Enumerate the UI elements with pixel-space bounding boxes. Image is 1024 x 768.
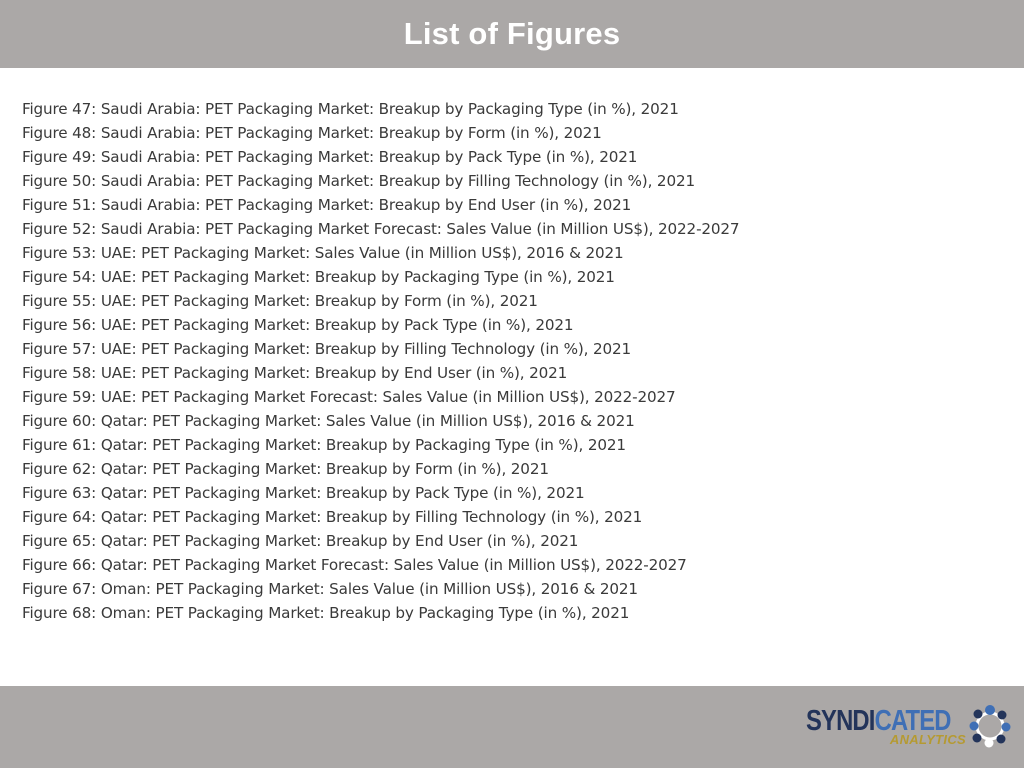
list-item: Figure 67: Oman: PET Packaging Market: Sales Value (in Million US$), 2016 & 2021 xyxy=(22,580,638,598)
list-item: Figure 51: Saudi Arabia: PET Packaging Market: Breakup by End User (in %), 2021 xyxy=(22,196,632,214)
header-bar xyxy=(0,0,1024,68)
logo-word-sub: ANALYTICS xyxy=(889,732,966,747)
list-item: Figure 55: UAE: PET Packaging Market: Breakup by Form (in %), 2021 xyxy=(22,292,538,310)
company-logo xyxy=(806,702,1012,750)
syndicated-analytics-logo-icon xyxy=(968,704,1012,748)
list-item: Figure 48: Saudi Arabia: PET Packaging Market: Breakup by Form (in %), 2021 xyxy=(22,124,602,142)
list-item: Figure 62: Qatar: PET Packaging Market: Breakup by Form (in %), 2021 xyxy=(22,460,549,478)
list-item: Figure 52: Saudi Arabia: PET Packaging Market Forecast: Sales Value (in Million US$), 2022-2027 xyxy=(22,220,740,238)
list-item: Figure 53: UAE: PET Packaging Market: Sales Value (in Million US$), 2016 & 2021 xyxy=(22,244,624,262)
list-item: Figure 66: Qatar: PET Packaging Market Forecast: Sales Value (in Million US$), 2022-2027 xyxy=(22,556,687,574)
logo-word-light: CATED xyxy=(874,705,951,737)
list-item: Figure 47: Saudi Arabia: PET Packaging Market: Breakup by Packaging Type (in %), 2021 xyxy=(22,100,679,118)
logo-word-dark: SYNDI xyxy=(806,705,875,737)
list-item: Figure 54: UAE: PET Packaging Market: Breakup by Packaging Type (in %), 2021 xyxy=(22,268,615,286)
figure-list xyxy=(22,97,739,625)
list-item: Figure 59: UAE: PET Packaging Market Forecast: Sales Value (in Million US$), 2022-2027 xyxy=(22,388,676,406)
list-item: Figure 56: UAE: PET Packaging Market: Breakup by Pack Type (in %), 2021 xyxy=(22,316,574,334)
list-item: Figure 49: Saudi Arabia: PET Packaging Market: Breakup by Pack Type (in %), 2021 xyxy=(22,148,638,166)
list-item: Figure 64: Qatar: PET Packaging Market: Breakup by Filling Technology (in %), 2021 xyxy=(22,508,643,526)
list-item: Figure 58: UAE: PET Packaging Market: Breakup by End User (in %), 2021 xyxy=(22,364,568,382)
list-item: Figure 68: Oman: PET Packaging Market: Breakup by Packaging Type (in %), 2021 xyxy=(22,604,630,622)
page-title: List of Figures xyxy=(403,16,621,51)
list-item: Figure 57: UAE: PET Packaging Market: Breakup by Filling Technology (in %), 2021 xyxy=(22,340,632,358)
footer-bar xyxy=(0,686,1024,768)
list-item: Figure 61: Qatar: PET Packaging Market: Breakup by Packaging Type (in %), 2021 xyxy=(22,436,626,454)
list-item: Figure 60: Qatar: PET Packaging Market: Sales Value (in Million US$), 2016 & 2021 xyxy=(22,412,635,430)
logo-wordmark xyxy=(806,702,966,750)
list-item: Figure 63: Qatar: PET Packaging Market: Breakup by Pack Type (in %), 2021 xyxy=(22,484,585,502)
list-item: Figure 50: Saudi Arabia: PET Packaging Market: Breakup by Filling Technology (in %), 2021 xyxy=(22,172,695,190)
list-item: Figure 65: Qatar: PET Packaging Market: Breakup by End User (in %), 2021 xyxy=(22,532,579,550)
